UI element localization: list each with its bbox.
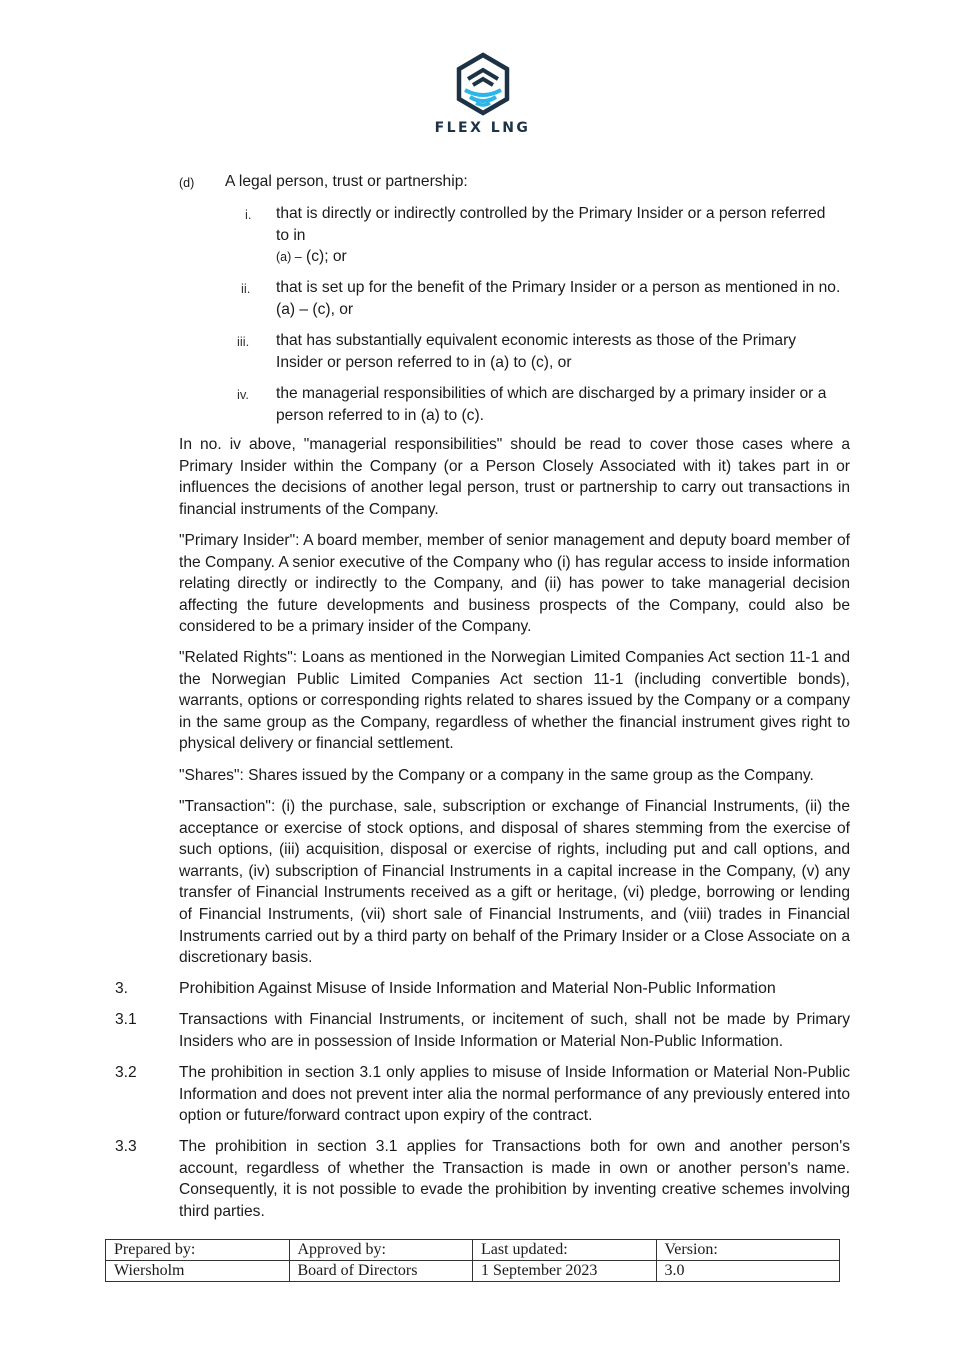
item-d-marker: (d) [179, 176, 195, 190]
subitem-i-line3-rest: (c); or [301, 248, 347, 266]
value-prepared-by: Wiersholm [106, 1261, 290, 1282]
subitem-i-line2: to in [276, 226, 306, 244]
header-prepared-by: Prepared by: [106, 1240, 290, 1261]
subitem-ii-text: that is set up for the benefit of the Primary Insider or a person as mentioned in no. (a) – (c), or [276, 279, 841, 318]
item-d-text: A legal person, trust or partnership: [225, 173, 468, 190]
paragraph-primary-insider: "Primary Insider": A board member, member of senior management and deputy board member of the Company. A senior executive of the Company who (i) has regular access to inside information relating directly or indirectly to the Company, and (ii) has power to take managerial decision affecting the future developments and business prospects of the Company, could also be considered to be a primary insider of the Company. [179, 532, 850, 636]
section-3-2-text: The prohibition in section 3.1 only applies to misuse of Inside Information or Material Non-Public Information and does not prevent inter alia the normal performance of any previously entered into option or future/forward contract upon expiry of the contract. [179, 1064, 850, 1125]
section-3-3-text: The prohibition in section 3.1 applies for Transactions both for own and another person's account, regardless of whether the Transaction is made in own or another person's name. Consequently, it is not possible to evade the prohibition by inventing creative schemes involving third parties. [179, 1138, 850, 1220]
table-value-row [106, 1261, 840, 1282]
paragraph-managerial-responsibilities: In no. iv above, "managerial responsibilities" should be read to cover those cases where a Primary Insider within the Company (or a Person Closely Associated with it) takes part in or influences the decisions of another legal person, trust or partnership to carry out transactions in financial instruments of the Company. [179, 436, 850, 518]
table-header-row [106, 1240, 840, 1261]
value-version: 3.0 [656, 1261, 840, 1282]
subitem-iv-text: the managerial responsibilities of which are discharged by a primary insider or a person referred to in (a) to (c). [276, 385, 827, 424]
subitem-i-marker: i. [245, 207, 252, 222]
section-3-3-number: 3.3 [115, 1138, 137, 1155]
subitem-iii-marker: iii. [237, 334, 250, 349]
document-info-table [105, 1239, 840, 1282]
subitem-iii-text: that has substantially equivalent economic interests as those of the Primary Insider or person referred to in (a) to (c), or [276, 332, 797, 371]
subitem-i-line3-small: (a) – [276, 250, 302, 265]
paragraph-shares: "Shares": Shares issued by the Company or a company in the same group as the Company. [179, 767, 814, 784]
subitem-i-line3 [276, 246, 861, 269]
paragraph-related-rights: "Related Rights": Loans as mentioned in the Norwegian Limited Companies Act section 11-1 and the Norwegian Public Limited Companies Act section 11-1 (including convertible bonds), warrants, options or corresponding rights related to shares issued by the Company or a company in the same group as the Company, regardless of whether the financial instrument gives right to physical delivery or financial settlement. [179, 649, 850, 753]
section-3-1-number: 3.1 [115, 1011, 137, 1028]
paragraph-transaction: "Transaction": (i) the purchase, sale, subscription or exchange of Financial Instruments, (ii) the acceptance or exercise of stock options, and disposal of shares stemming from the exercise of such options, (iii) acquisition, disposal or exercise of rights, including put and call options, and warrants, (iv) subscription of Financial Instruments in a capital increase in the Company, (v) any transfer of Financial Instruments received as a gift or heritage, (vi) pledge, borrowing or lending of Financial Instruments, (vii) short sale of Financial Instruments, and (viii) trades in Financial Instruments carried out by a third party on behalf of the Primary Insider or a Close Associate on a discretionary basis. [179, 798, 850, 967]
subitem-ii-marker: ii. [241, 281, 251, 296]
value-approved-by: Board of Directors [289, 1261, 473, 1282]
header-approved-by: Approved by: [289, 1240, 473, 1261]
header-last-updated: Last updated: [473, 1240, 657, 1261]
subitem-iv-marker: iv. [237, 387, 250, 402]
section-3-1-text: Transactions with Financial Instruments, or incitement of such, shall not be made by Primary Insiders who are in possession of Inside Information or Material Non-Public Information. [179, 1011, 850, 1050]
section-3-2-number: 3.2 [115, 1064, 137, 1081]
flex-lng-logo-icon [454, 52, 512, 116]
subitem-i-text [276, 203, 861, 269]
header-version: Version: [656, 1240, 840, 1261]
logo-wordmark: FLEX LNG [434, 120, 531, 136]
company-logo [0, 52, 965, 136]
subitem-i-line1: that is directly or indirectly controlled by the Primary Insider or a person referred [276, 205, 826, 222]
section-3-number: 3. [115, 980, 129, 997]
section-3-title: Prohibition Against Misuse of Inside Information and Material Non-Public Information [179, 980, 776, 997]
value-last-updated: 1 September 2023 [473, 1261, 657, 1282]
